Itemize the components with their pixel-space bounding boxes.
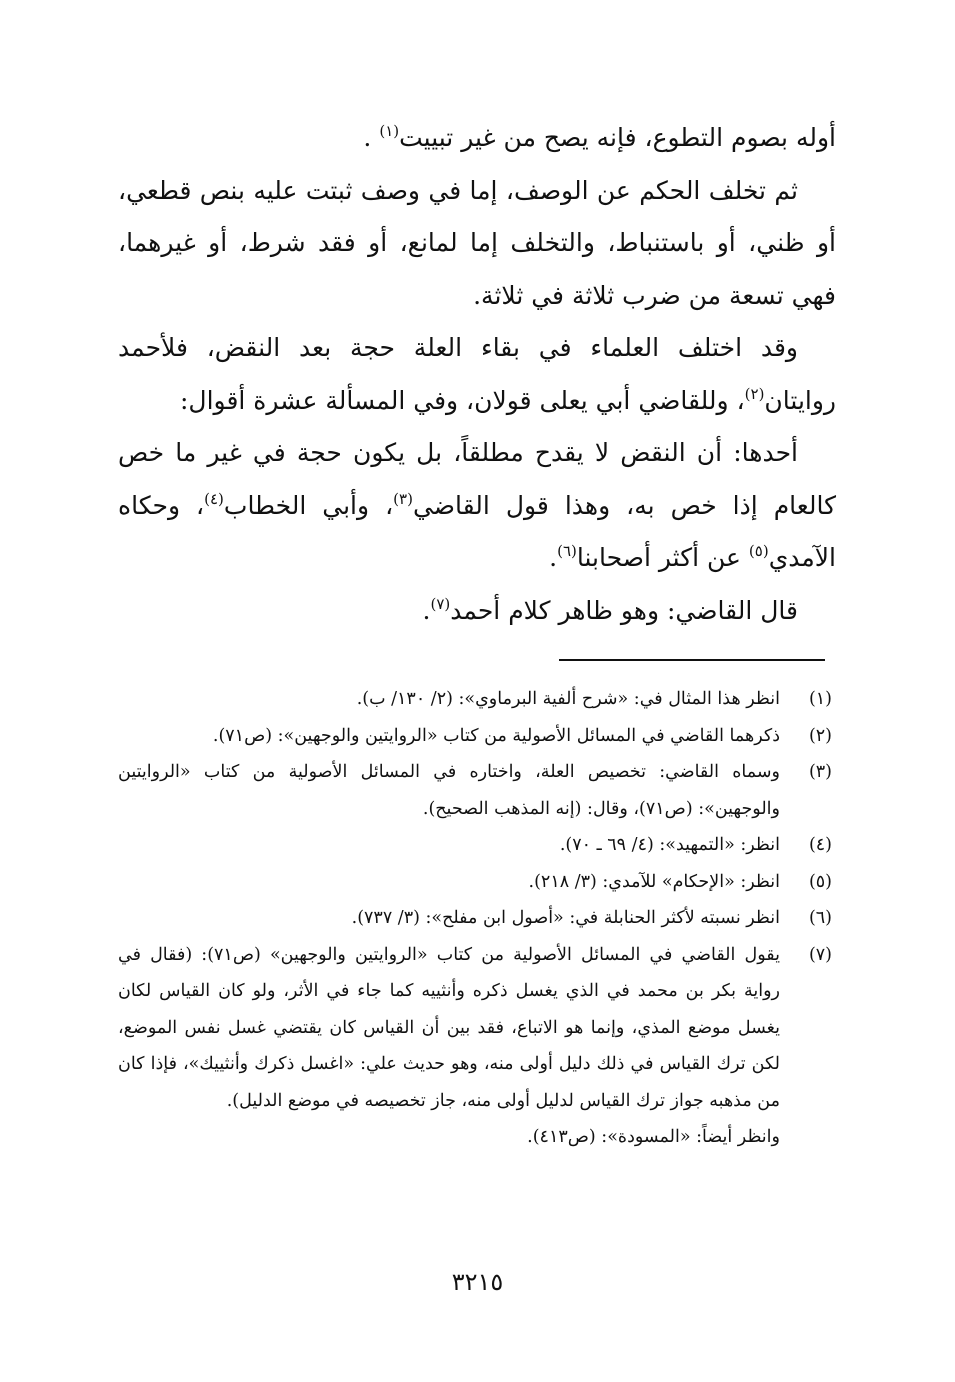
paragraph-3 (118, 322, 836, 427)
footnote-text: انظر نسبته لأكثر الحنابلة في: «أصول ابن مفلح»: (٣/ ٧٣٧). (351, 908, 780, 928)
paragraph-5-text-b: . (422, 595, 431, 625)
footnote-ref-1: (١) (379, 122, 400, 140)
paragraph-5-text-a: قال القاضي: وهو ظاهر كلام أحمد (450, 595, 798, 625)
paragraph-4-text-a: أحدها: أن النقض لا يقدح مطلقاً، بل يكون حجة في غير ما خص كالعام إذا خص به، وهذا قول القاضي (118, 438, 836, 520)
main-text (118, 112, 836, 637)
paragraph-1-text: أوله بصوم التطوع، فإنه يصح من غير تبييت (399, 123, 836, 152)
footnote-text: انظر: «التمهيد»: (٤/ ٦٩ ـ ٧٠). (559, 835, 780, 855)
footnote-number: (١) (808, 689, 832, 709)
footnote-number: (٥) (808, 871, 832, 892)
paragraph-1-end: . (363, 123, 372, 152)
footnote-number: (٦) (808, 908, 832, 928)
footnote-ref-5: (٥) (748, 542, 769, 560)
footnote-ref-7: (٧) (430, 594, 451, 613)
paragraph-4-text-c: ، وحكاه الآمدي (118, 490, 836, 572)
paragraph-4-text-b: ، وأبي الخطاب (223, 490, 394, 520)
footnote (118, 937, 836, 1156)
paragraph-5 (118, 585, 836, 638)
footnote-text: انظر هذا المثال في: «شرح ألفية البرماوي»: (٢/ ١٣٠/ ب). (356, 689, 780, 709)
footnote-see-also: وانظر أيضاً: «المسودة»: (ص٤١٣). (527, 1127, 780, 1147)
paragraph-4 (118, 427, 836, 585)
paragraph-2: ثم تخلف الحكم عن الوصف، إما في وصف ثبتت عليه بنص قطعي، أو ظني، أو باستنباط، والتخلف إما لمانع، أو فقد شرط، أو غيرهما، فهي تسعة من ضرب ثلاثة في ثلاثة. (118, 175, 836, 310)
paragraph-4-text-e: . (549, 543, 558, 572)
footnote (118, 681, 836, 718)
footnote-ref-4: (٤) (204, 489, 224, 508)
footnote (118, 827, 836, 864)
page-number: ٣٢١٥ (451, 1268, 504, 1296)
footnote-text: يقول القاضي في المسائل الأصولية من كتاب «الروايتين والوجهين» (ص٧١): (فقال في رواية بكر بن محمد في الذي يغسل ذكره وأنثييه كما جاء في الأثر، ولو كان القياس لكان يغسل موضع المذي، وإنما هو الاتباع، فقد بين أن القياس كان يقتضي غسل نفس الموضع، لكن ترك القياس في ذلك دليل أولى منه، وهو حديث علي: «اغسل ذكرك وأنثييك»، فإذا كان من مذهبه جواز ترك القياس لدليل أولى منه، جاز تخصيصه في موضع الدليل). (118, 944, 780, 1111)
footnote-text: ذكرهما القاضي في المسائل الأصولية من كتاب «الروايتين والوجهين»: (ص٧١). (212, 725, 780, 746)
footnote-number: (٢) (808, 725, 832, 746)
footnote (118, 900, 836, 937)
footnotes (118, 681, 836, 1156)
footnote-ref-6: (٦) (557, 542, 577, 560)
paragraph-4-text-d: عن أكثر أصحابنا (576, 543, 749, 572)
footnote (118, 754, 836, 827)
footnote-separator (559, 659, 825, 661)
footnote-text: وسماه القاضي: تخصيص العلة، واختاره في المسائل الأصولية من كتاب «الروايتين والوجهين»: (ص٧١)، وقال: (إنه المذهب الصحيح). (118, 762, 780, 819)
paragraph-3-text-a: وقد اختلف العلماء في بقاء العلة حجة بعد النقض، فلأحمد روايتان (118, 333, 836, 415)
footnote-number: (٧) (808, 944, 832, 965)
footnote (118, 718, 836, 755)
footnote-number: (٤) (808, 835, 832, 855)
footnote (118, 864, 836, 901)
paragraph-1 (118, 112, 836, 165)
footnote-ref-3: (٣) (393, 489, 413, 508)
footnote-number: (٣) (808, 762, 832, 782)
paragraph-3-text-b: ، وللقاضي أبي يعلى قولان، وفي المسألة عشرة أقوال: (180, 385, 745, 415)
footnote-text: انظر: «الإحكام» للآمدي: (٣/ ٢١٨). (528, 871, 780, 892)
footnote-ref-2: (٢) (744, 384, 765, 403)
footnote-body (118, 937, 780, 1156)
